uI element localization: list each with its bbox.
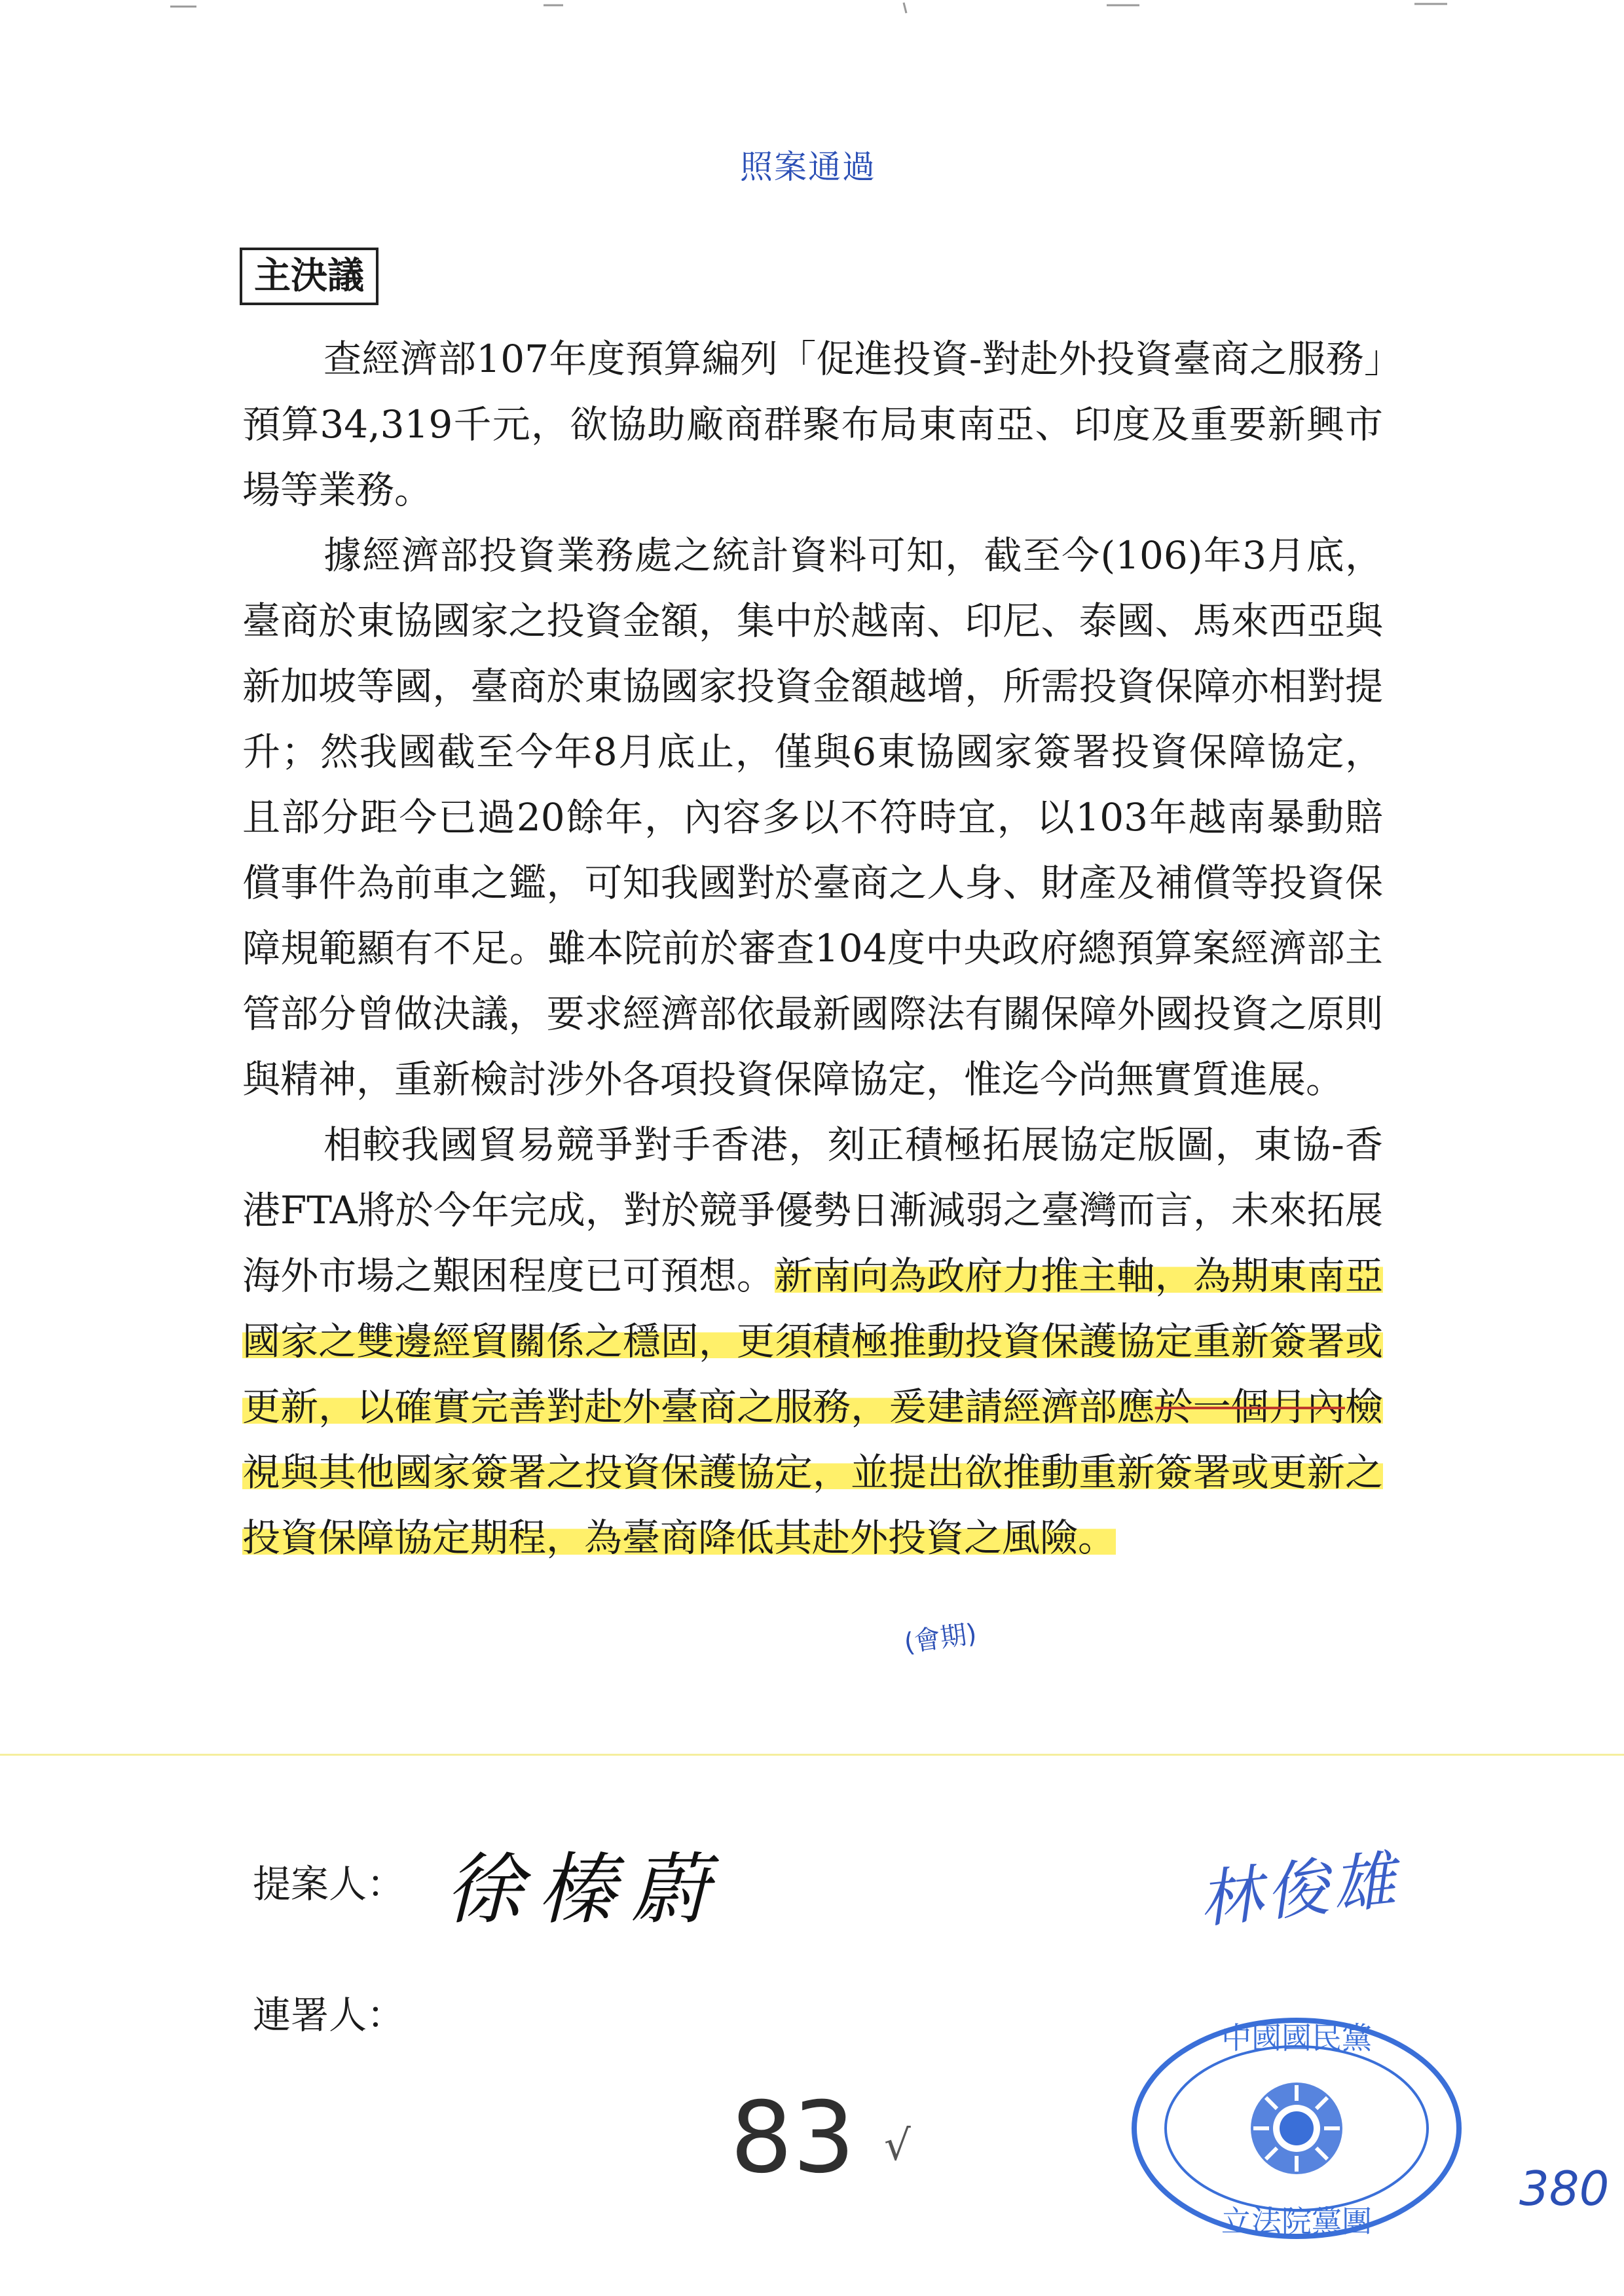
resolution-heading: 主決議: [240, 248, 378, 305]
resolution-body: [242, 326, 1383, 1570]
highlighted-text-a: 新南向為政府力推主軸，為期東南亞國家之雙邊經貿關係之穩固，更須積極推動投資保護協定重新簽署或更新，以確實完善對赴外臺商之服務，爰建請經濟部應: [242, 1253, 1383, 1429]
scan-marks: [0, 0, 1624, 26]
cosigner-label: 連署人：: [253, 1993, 405, 2037]
proposer-label: 提案人：: [253, 1862, 405, 1906]
highlighted-text-b: 檢視與其他國家簽署之投資保護協定，並提出欲推動重新簽署或更新之投資保障協定期程，為臺商降低其赴外投資之風險。: [242, 1384, 1383, 1560]
handwritten-insert: (會期): [902, 1618, 979, 1659]
paragraph-1: 查經濟部107年度預算編列「促進投資-對赴外投資臺商之服務」預算34,319千元，欲協助廠商群聚布局東南亞、印度及重要新興市場等業務。: [242, 337, 1383, 512]
paragraph-3-plain: 相較我國貿易競爭對手香港，刻正積極拓展協定版圖，東協-香港FTA將於今年完成，對於競爭優勢日漸減弱之臺灣而言，未來拓展海外市場之艱困程度已可預想。: [242, 1122, 1383, 1298]
approval-stamp-text: 照案通過: [740, 148, 876, 186]
second-signature: 林俊雄: [1195, 1843, 1403, 1937]
party-seal-stamp: [1126, 2010, 1467, 2246]
proposer-signature: 徐榛蔚: [445, 1844, 725, 1935]
page-number: 83: [730, 2081, 855, 2195]
paragraph-2: 據經濟部投資業務處之統計資料可知，截至今(106)年3月底，臺商於東協國家之投資金額，集中於越南、印尼、泰國、馬來西亞與新加坡等國，臺商於東協國家投資金額越增，所需投資保障亦相對提升；然我國截至今年8月底止，僅與6東協國家簽署投資保障協定，且部分距今已過20餘年，內容多以不符時宜，以103年越南暴動賠償事件為前車之鑑，可知我國對於臺商之人身、財產及補償等投資保障規範顯有不足。雖本院前於審查104度中央政府總預算案經濟部主管部分曾做決議，要求經濟部依最新國際法有關保障外國投資之原則與精神，重新檢討涉外各項投資保障協定，惟迄今尚無實質進展。: [242, 533, 1383, 1102]
page-number-handwritten: 380: [1519, 2161, 1610, 2216]
struck-text: 於一個月內: [1154, 1384, 1345, 1429]
seal-text-bottom: 立法院黨團: [1221, 2204, 1372, 2239]
marker-stroke: [0, 1754, 1624, 1756]
seal-text-top: 中國國民黨: [1221, 2020, 1372, 2056]
paragraph-3: [242, 1112, 1383, 1570]
check-mark: √: [884, 2122, 911, 2170]
